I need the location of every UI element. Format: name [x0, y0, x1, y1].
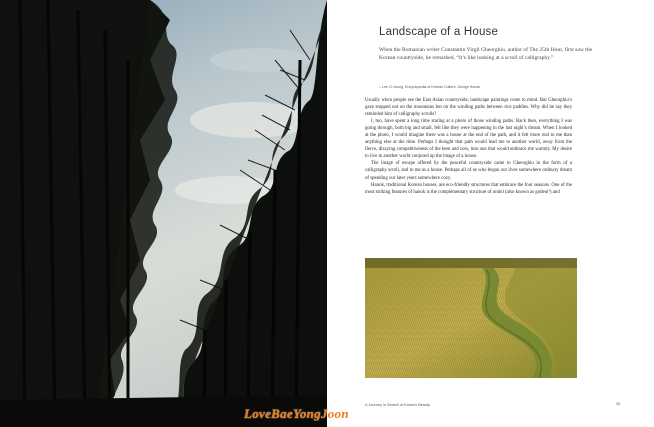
paragraph: I, too, have spent a long time staring at a photo of those winding paths. Back then, everything I was going through, both big and small, felt like they were happening in the last night’s dream. When I looked at the photo, I would imagine there was a house at the end of the path, and it felt more real to me than anything else at the time. Perhaps I thought that path would lead me to another world, away from the fierce, dizzying competitiveness of the here and now, into one that would embrace me warmly. My desire to live in another world conjured up the image of a house.: [365, 119, 572, 160]
page-title: Landscape of a House: [379, 26, 499, 38]
paragraph: Hanok, traditional Korean houses, are eco-friendly structures that embrace the four seasons. One of the most striking features of hanok is the complementary structure of ondol (also known as gudeul¹) and: [365, 182, 572, 195]
article-body: [365, 97, 572, 196]
rice-paddy-photo: [365, 258, 577, 378]
page-number: 26: [616, 402, 621, 406]
text-page: [327, 0, 654, 427]
watermark: LoveBaeYongJoon: [244, 406, 349, 421]
paragraph: The image of escape offered by the peaceful countryside came to Gheorghiu in the form of a calligraphy scroll, and to me as a house. Perhaps all of us who began our lives somewhere ordinary dream of spending our later years somewhere cozy.: [365, 161, 572, 181]
epigraph-source: – Lee O-Young, Encyclopedia of Korean Culture, Design House: [379, 85, 481, 89]
paragraph: Usually when people see the East Asian countryside, landscape paintings come to mind. But Gheorghiu’s gaze stopped not on the mountains but on the winding paths between rice paddies. Why did he say they reminded him of calligraphy scrolls?: [365, 98, 572, 118]
epigraph-quote: When the Romanian writer Constantin Virgil Gheorghiu, author of The 25th Hour, first saw the Korean countryside, he remarked, “It’s like looking at a scroll of calligraphy.”: [379, 47, 593, 61]
running-footer: A Journey in Search of Korea’s Beauty: [365, 403, 430, 407]
